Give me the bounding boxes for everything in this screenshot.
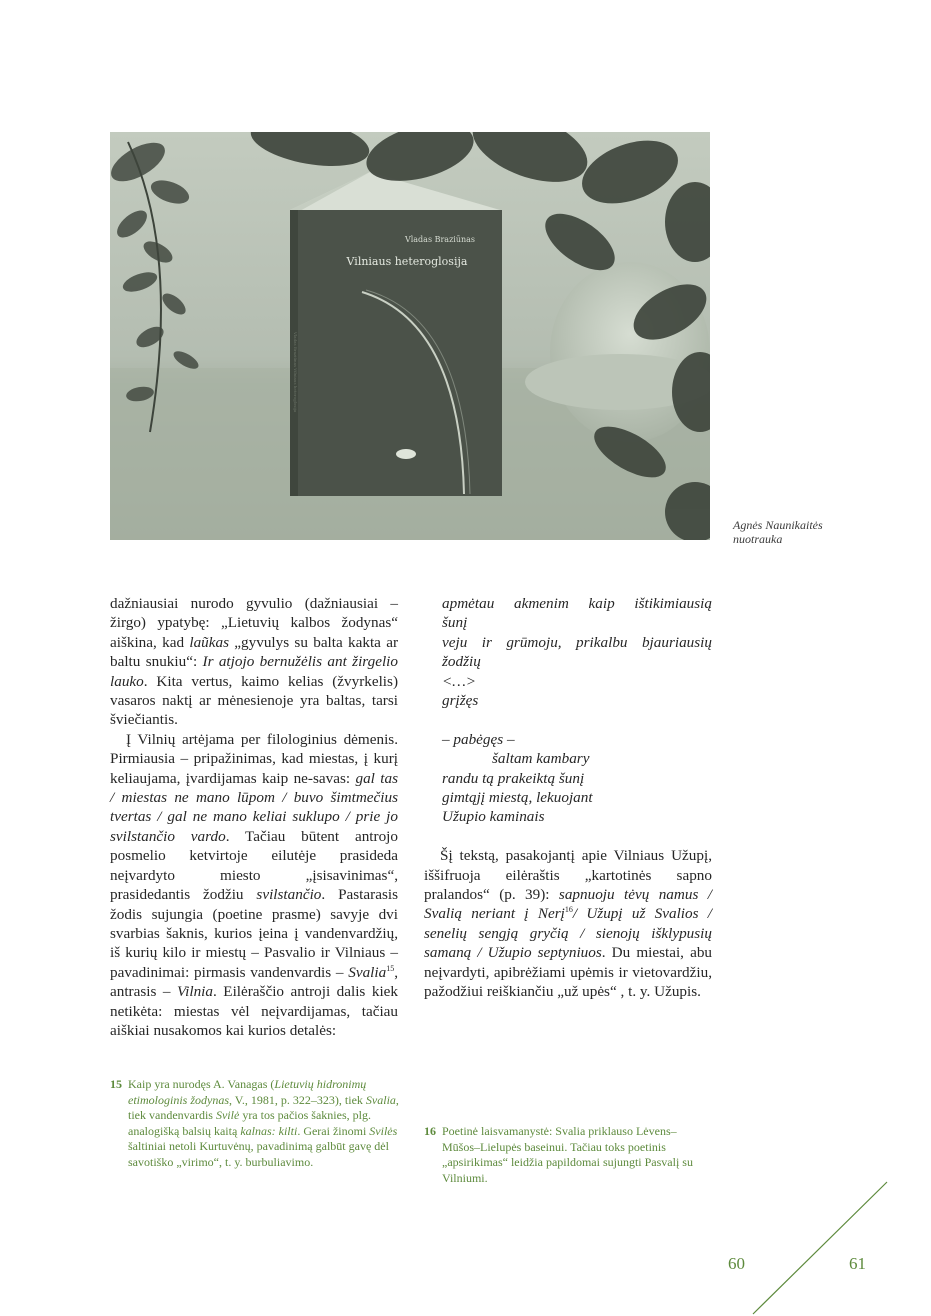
poem-line: grįžęs [442,692,479,710]
diagonal-divider-line [750,1180,890,1316]
left-paragraph-2: Į Vilnių artėjama per filologinius dėmenis. Pirmiausia – pripažinimas, kad miestas, į kurį keliaujama, įvardijamas kaip ne-savas: gal tas / miestas ne mano lūpom / buvo šimtmečius tvertas / gal ne mano keliai suklupo / prie jo svilstančio vardo. Tačiau būtent antrojo posmelio ketvirtoje eilutėje prasideda neįvardyto miesto „įsisavinimas“, prasidedantis žodžiu svilstančio. Pastarasis žodis sujungia (poetine prasme) savyje dvi svarbias šaknis, kurios įeina į vandenvardžių, iš kurių kilo ir miestų – Pasvalio ir Vilniaus – pavadinimai: pirmasis vandenvardis – Svalia$^{15}$, antrasis – Vilnia. Eilėraščio antroji dalis kiek netikėta: miestas vėl neįvardijamas, tačiau aiškiai nusakomos kai kurios detalės: [110,730,398,1039]
footnote-text: Kaip yra nurodęs A. Vanagas (Lietuvių hidronimų etimologinis žodynas, V., 1981, p. 322–323), tiek Svalia, tiek vandenvardis Svilė yra tos pačios šaknies, plg. analogišką balsių kaitą kalnas: kilti. Gerai žinomi Svilės šaltiniai netoli Kurtuvėnų, pavadinimą galbūt gavę dėl savotiško „virimo“, t. y. burbuliavimo. [128,1077,399,1169]
poem-line: šaltam kambary [492,750,590,768]
poem-excerpt [424,594,712,827]
poem-line: – pabėgęs – [442,730,515,748]
poem-line: šunį [442,614,468,632]
footnote-number: 16 [424,1124,436,1138]
left-text-column [110,594,398,1040]
poem-line: Užupio kaminais [442,808,545,826]
book-photo [110,132,710,540]
photo-caption [733,518,853,546]
left-paragraph-1: dažniausiai nurodo gyvulio (dažniausiai – žirgo) ypatybę: „Lietuvių kalbos žodynas“ aiškina, kad laũkas „gyvulys su balta kakta ar baltu snukiu“: Ir atjojo bernužėlis ant žirgelio lauko. Kita vertus, kaimo kelias (žvyrkelis) vasaros naktį ar mėnesienoje yra baltas, tarsi šviečiantis. [110,595,399,729]
poem-line: žodžių [442,653,481,671]
poem-stanza-gap [442,710,712,729]
poem-line: apmėtau akmenim kaip ištikimiausią [442,595,712,612]
caption-line-2: nuotrauka [733,532,783,546]
page-number-left: 60 [728,1254,745,1273]
footnote-number: 15 [110,1077,122,1091]
footnote-text: Poetinė laisvamanystė: Svalia priklauso Lėvens–Mūšos–Lielupės baseinui. Tačiau toks poetinis „apsirikimas“ leidžia papildomai sujungti Pasvalį su Vilniumi. [442,1124,693,1185]
footnote-15 [110,1077,400,1171]
page-number-right: 61 [849,1254,866,1273]
footnote-ref-15[interactable]: 15 [386,963,395,973]
poem-line: veju ir grūmoju, prikalbu bjauriausių [442,633,712,651]
poem-line: <…> [442,672,477,690]
footnote-16 [424,1124,714,1186]
right-text-column [424,594,712,1002]
footnote-ref-16[interactable]: 16 [564,905,573,915]
poem-line: randu tą prakeiktą šunį [442,769,585,787]
right-paragraph-1: Šį tekstą, pasakojantį apie Vilniaus Užupį, iššifruoja eilėraštis „kartotinės sapno pralandos“ (p. 39): sapnuoju tėvų namus / Svalią neriant į Nerį$^{16}$/ Užupį už Svalios / senelių sengją gryčią / sienojų išklypusių samaną / Užupio septyniuos. Du miestai, abu neįvardyti, apibrėžiami upėmis ir vietovardžiu, pažodžiui reiškiančiu „už upės“ , t. y. Užupis. [424,847,713,1001]
book-spine-text: Vladas Braziūnas Vilniaus heteroglosija [293,332,298,413]
poem-line: gimtąjį miestą, lekuojant [442,789,593,807]
caption-line-1: Agnės Naunikaitės [733,518,823,532]
book-author-text: Vladas Braziūnas [404,235,476,244]
book-title-text: Vilniaus heteroglosija [346,255,468,268]
